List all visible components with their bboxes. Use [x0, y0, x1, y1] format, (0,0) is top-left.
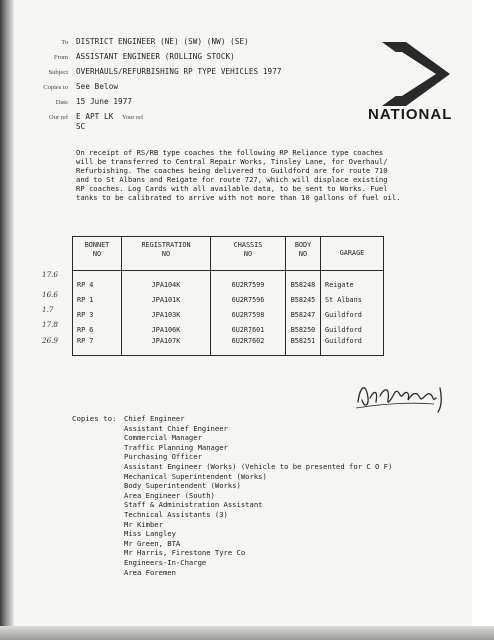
to-value: DISTRICT ENGINEER (NE) (SW) (NW) (SE) — [76, 37, 249, 46]
national-logo-text: NATIONAL — [368, 106, 453, 123]
list-item: Technical Assistants (3) — [124, 509, 228, 519]
copies-recipient-list — [124, 414, 392, 577]
list-item: Mr Kimber — [124, 519, 163, 529]
memo-body — [76, 148, 468, 202]
handwritten-margin-note: 17.6 — [42, 270, 59, 279]
table-header-row — [73, 237, 384, 271]
list-item: Area Engineer (South) — [124, 490, 215, 500]
body-line: will be transferred to Central Repair Works, Tinsley Lane, for Overhaul/ — [76, 157, 388, 166]
list-item: Purchasing Officer — [124, 452, 202, 462]
our-ref-value: E APT LK — [76, 112, 114, 121]
our-ref-label: Our ref — [49, 114, 68, 121]
col-header-body: BODY NO — [286, 237, 321, 271]
copies-to-label: Copies to — [43, 84, 68, 91]
list-item: Engineers-In-Charge — [124, 557, 207, 567]
date-label: Date — [55, 99, 68, 106]
your-ref-label: Your ref — [122, 114, 144, 121]
date-value: 15 June 1977 — [76, 97, 133, 106]
body-line: RP coaches. Log Cards with all available data, to be sent to Works. Fuel — [76, 184, 388, 193]
scan-edge-right — [472, 0, 494, 640]
col-header-registration: REGISTRATION NO — [122, 237, 211, 271]
list-item: Mechanical Superintendent (Works) — [124, 471, 267, 481]
handwritten-margin-note: 17.8 — [42, 320, 59, 329]
body-line: Refurbishing. The coaches being delivered to Guildford are for route 710 — [76, 166, 388, 175]
scan-edge-bottom — [0, 626, 494, 640]
list-item: Mr Harris, Firestone Tyre Co — [124, 548, 246, 558]
table-row: RP 3 JPA103K 6U2R7598 B58247 Guildford — [73, 307, 384, 322]
scan-edge-left — [0, 0, 14, 640]
body-line: tanks to be calibrated to arrive with not more than 10 gallons of fuel oil. — [76, 193, 401, 202]
body-line: On receipt of RS/RB type coaches the following RP Reliance type coaches — [76, 148, 384, 157]
list-item: Body Superintendent (Works) — [124, 481, 241, 491]
copies-to-value: See Below — [76, 82, 119, 91]
handwritten-margin-note: 1.7 — [42, 305, 54, 314]
vehicle-table — [72, 236, 384, 356]
list-item: Miss Langley — [124, 529, 176, 539]
table-row: RP 1 JPA101K 6U2R7596 B58245 St Albans — [73, 292, 384, 307]
table-row: RP 7 JPA107K 6U2R7602 B58251 Guildford — [73, 337, 384, 356]
list-item: Commercial Manager — [124, 433, 202, 443]
list-item: Chief Engineer — [124, 414, 185, 423]
table-row: RP 6 JPA106K 6U2R7601 B58250 Guildford — [73, 322, 384, 337]
table-row: RP 4 JPA104K 6U2R7599 B58248 Reigate — [73, 271, 384, 293]
list-item: Staff & Administration Assistant — [124, 500, 263, 510]
col-header-garage: GARAGE — [321, 237, 384, 271]
handwritten-margin-note: 26.9 — [42, 336, 59, 345]
handwritten-margin-note: 16.6 — [42, 290, 59, 299]
body-line: and to St Albans and Reigate for route 727, which will displace existing — [76, 175, 388, 184]
subject-value: OVERHAULS/REFURBISHING RP TYPE VEHICLES 1977 — [76, 67, 282, 76]
col-header-chassis: CHASSIS NO — [211, 237, 286, 271]
list-item: Assistant Engineer (Works) (Vehicle to be presented for C O F) — [124, 461, 393, 471]
subject-label: Subject — [48, 69, 68, 76]
from-value: ASSISTANT ENGINEER (ROLLING STOCK) — [76, 52, 235, 61]
our-ref-initials: SC — [76, 122, 86, 131]
list-item: Area Foremen — [124, 567, 176, 577]
from-label: From — [53, 54, 68, 61]
list-item: Assistant Chief Engineer — [124, 423, 228, 433]
copies-to-heading: Copies to: — [72, 414, 117, 423]
list-item: Traffic Planning Manager — [124, 442, 228, 452]
list-item: Mr Green, BTA — [124, 538, 181, 548]
to-label: To — [61, 39, 68, 46]
col-header-bonnet: BONNET NO — [73, 237, 122, 271]
